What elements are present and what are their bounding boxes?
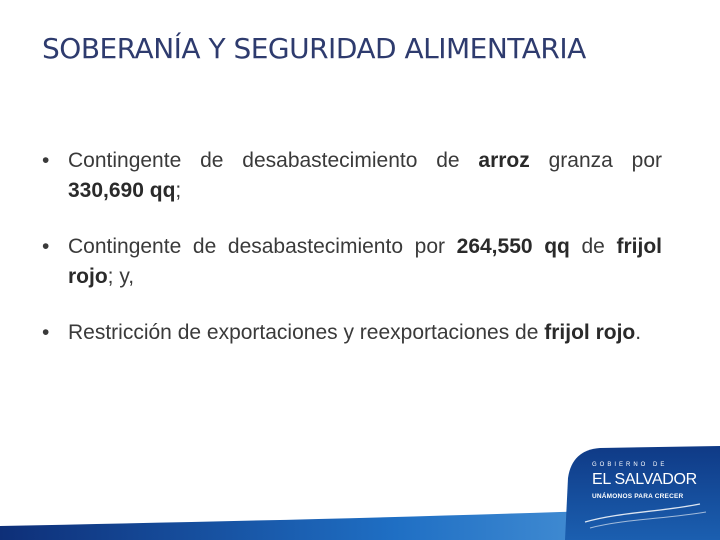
bullet-text: ;	[175, 179, 182, 202]
logo-top-text: GOBIERNO DE	[592, 462, 668, 468]
logo-name: EL SALVADOR	[592, 471, 697, 488]
bullet-text: Contingente de desabastecimiento por	[68, 235, 457, 258]
el-salvador-logo	[592, 462, 697, 522]
bullet-text: Contingente de desabastecimiento de	[68, 149, 479, 172]
bullet-text: ; y,	[107, 265, 135, 288]
bullet-text: de	[569, 235, 617, 258]
bullet-bold-text: frijol rojo	[68, 235, 662, 288]
bullet-text: Restricción de exportaciones y reexportaciones de	[68, 321, 545, 344]
slide-title: SOBERANÍA Y SEGURIDAD ALIMENTARIA	[42, 32, 586, 65]
bullet-bold-text: arroz	[478, 149, 530, 172]
bullet-bold-text: 264,550 qq	[456, 235, 570, 258]
logo-slogan: UNÁMONOS PARA CRECER	[592, 493, 684, 500]
bullet-marker: •	[42, 235, 50, 258]
bullet-text: granza por	[529, 149, 662, 172]
bullet-bold-text: 330,690 qq	[68, 179, 176, 202]
bullet-marker: •	[42, 149, 50, 172]
bullet-marker: •	[42, 321, 50, 344]
bullet-bold-text: frijol rojo	[544, 321, 636, 344]
bullet-text: .	[635, 321, 642, 344]
